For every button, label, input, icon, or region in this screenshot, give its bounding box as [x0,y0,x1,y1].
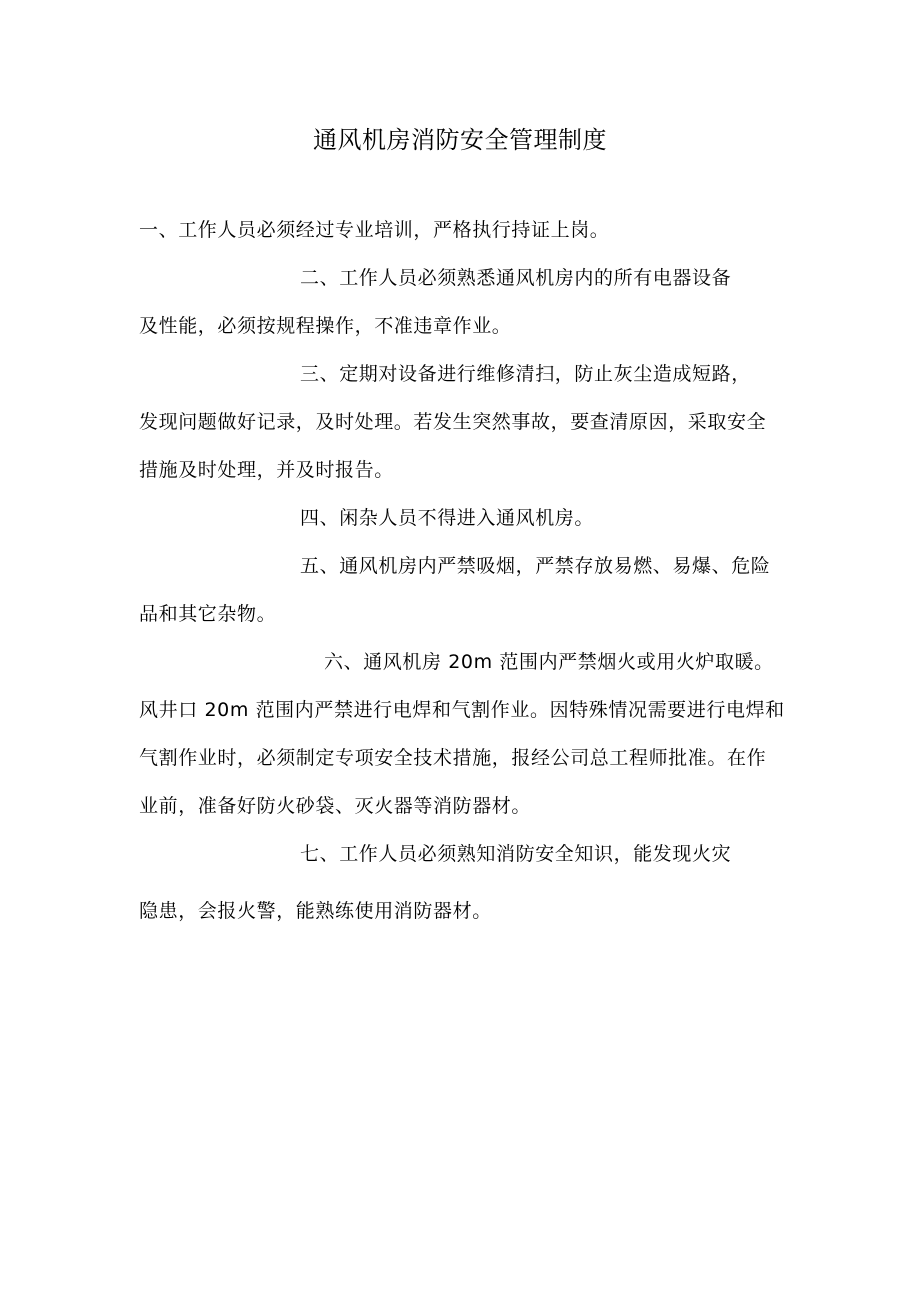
document-title: 通风机房消防安全管理制度 [313,126,607,154]
rule-6-line-2: 风井口 20m 范围内严禁进行电焊和气割作业。因特殊情况需要进行电焊和 [139,699,785,721]
rule-2-line-1: 二、工作人员必须熟悉通风机房内的所有电器设备 [300,267,732,289]
rule-1-line-1: 一、工作人员必须经过专业培训，严格执行持证上岗。 [139,219,610,241]
rule-5-line-2: 品和其它杂物。 [139,603,277,625]
rule-2-line-2: 及性能，必须按规程操作，不准违章作业。 [139,315,512,337]
rule-3-line-3: 措施及时处理，并及时报告。 [139,459,394,481]
rule-6-line-3: 气割作业时，必须制定专项安全技术措施，报经公司总工程师批准。在作 [139,747,767,769]
rule-6-line-4: 业前，准备好防火砂袋、灭火器等消防器材。 [139,795,532,817]
rule-3-line-1: 三、定期对设备进行维修清扫，防止灰尘造成短路， [300,363,751,385]
rule-6-line-1: 六、通风机房 20m 范围内严禁烟火或用火炉取暖。 [324,651,774,673]
rule-4-line-1: 四、闲杂人员不得进入通风机房。 [300,507,595,529]
rule-7-line-1: 七、工作人员必须熟知消防安全知识，能发现火灾 [300,843,732,865]
rule-5-line-1: 五、通风机房内严禁吸烟，严禁存放易燃、易爆、危险 [300,555,771,577]
rule-3-line-2: 发现问题做好记录，及时处理。若发生突然事故，要查清原因，采取安全 [139,411,767,433]
rule-7-line-2: 隐患，会报火警，能熟练使用消防器材。 [139,900,492,922]
